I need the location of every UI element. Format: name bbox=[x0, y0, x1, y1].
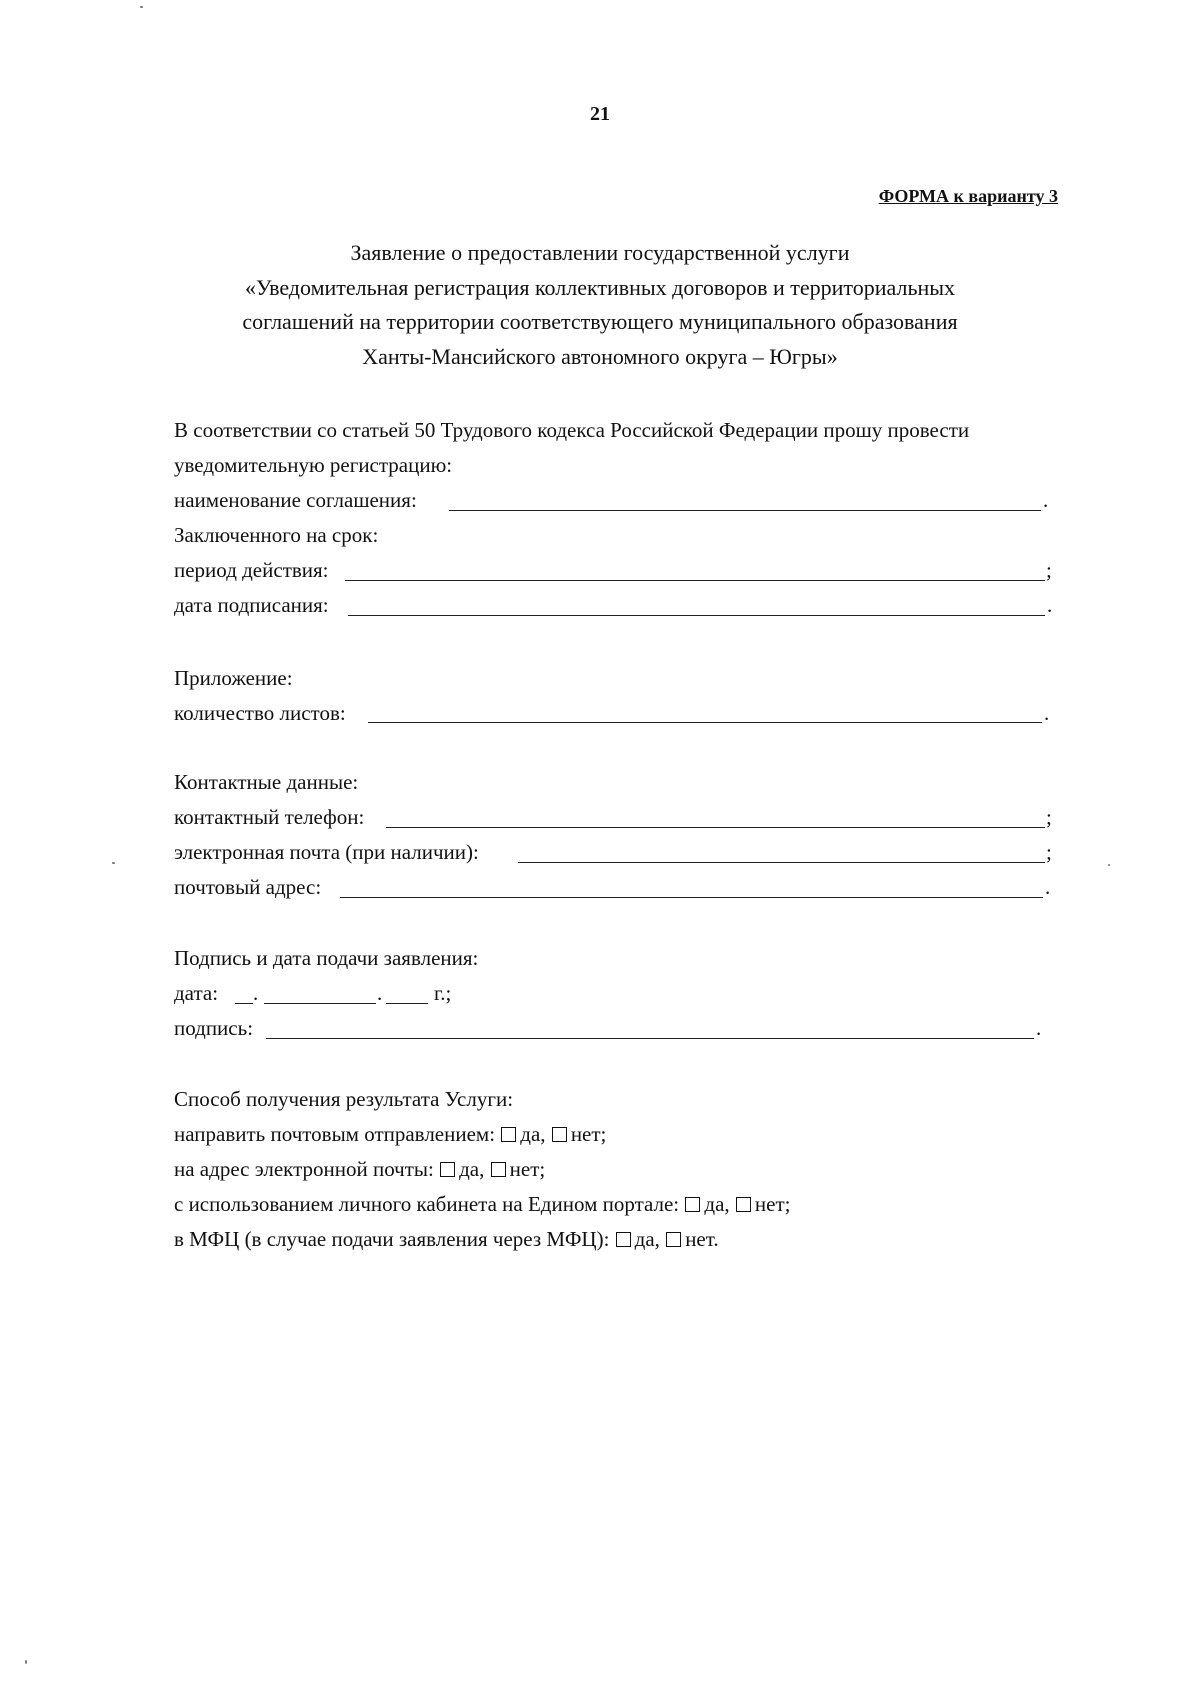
no-label: нет; bbox=[754, 1192, 791, 1216]
result-option-mfc bbox=[174, 1225, 719, 1253]
agreement-name-label: наименование соглашения: bbox=[174, 488, 417, 512]
scan-speck bbox=[112, 862, 115, 864]
attachment-heading: Приложение: bbox=[174, 666, 293, 690]
period-label: период действия: bbox=[174, 558, 329, 582]
phone-field[interactable] bbox=[386, 827, 1045, 828]
punctuation-dot: . bbox=[1044, 701, 1050, 725]
punctuation-semicolon: ; bbox=[1046, 558, 1052, 582]
yes-label: да, bbox=[704, 1192, 730, 1216]
sheets-count-field[interactable] bbox=[368, 722, 1042, 723]
result-option-portal bbox=[174, 1190, 790, 1218]
agreement-name-field[interactable] bbox=[449, 510, 1041, 511]
no-label: нет. bbox=[685, 1227, 719, 1251]
no-label: нет; bbox=[509, 1157, 546, 1181]
no-checkbox[interactable] bbox=[666, 1232, 681, 1247]
scan-speck bbox=[25, 1660, 27, 1664]
contacts-heading: Контактные данные: bbox=[174, 770, 359, 794]
option-label: на адрес электронной почты: bbox=[174, 1157, 434, 1181]
yes-checkbox[interactable] bbox=[685, 1197, 700, 1212]
yes-checkbox[interactable] bbox=[501, 1127, 516, 1142]
option-label: направить почтовым отправлением: bbox=[174, 1122, 496, 1146]
title-line: Ханты-Мансийского автономного округа – Югры» bbox=[362, 343, 838, 369]
signing-date-field[interactable] bbox=[348, 615, 1045, 616]
scan-speck bbox=[1108, 864, 1110, 866]
result-option-email bbox=[174, 1155, 545, 1183]
punctuation-dot: . bbox=[1045, 875, 1051, 899]
punctuation-semicolon: ; bbox=[1046, 805, 1052, 829]
email-label: электронная почта (при наличии): bbox=[174, 840, 479, 864]
date-label: дата: bbox=[174, 981, 219, 1005]
postal-address-field[interactable] bbox=[340, 897, 1043, 898]
signature-field[interactable] bbox=[266, 1038, 1034, 1039]
punctuation-semicolon: ; bbox=[1046, 840, 1052, 864]
title-line: Заявление о предоставлении государственной услуги bbox=[350, 240, 850, 265]
title-line: «Уведомительная регистрация коллективных договоров и территориальных bbox=[244, 274, 956, 300]
year-field[interactable] bbox=[386, 1003, 428, 1004]
signing-date-label: дата подписания: bbox=[174, 593, 329, 617]
yes-checkbox[interactable] bbox=[440, 1162, 455, 1177]
postal-address-label: почтовый адрес: bbox=[174, 875, 322, 899]
yes-label: да, bbox=[634, 1227, 660, 1251]
signature-heading: Подпись и дата подачи заявления: bbox=[174, 946, 479, 970]
punctuation-dot: . bbox=[1043, 488, 1049, 512]
yes-label: да, bbox=[459, 1157, 485, 1181]
phone-label: контактный телефон: bbox=[174, 805, 365, 829]
month-field[interactable] bbox=[264, 1003, 376, 1004]
punctuation-dot: . bbox=[1047, 593, 1053, 617]
yes-checkbox[interactable] bbox=[616, 1232, 631, 1247]
punctuation-dot: . bbox=[253, 981, 259, 1005]
request-text-line: В соответствии со статьей 50 Трудового кодекса Российской Федерации прошу провести bbox=[174, 418, 970, 442]
email-field[interactable] bbox=[518, 862, 1045, 863]
request-text-line: уведомительную регистрацию: bbox=[174, 453, 453, 477]
sheets-count-label: количество листов: bbox=[174, 701, 346, 725]
page-number: 21 bbox=[590, 103, 610, 125]
punctuation-dot: . bbox=[1036, 1016, 1042, 1040]
result-method-heading: Способ получения результата Услуги: bbox=[174, 1087, 514, 1111]
no-label: нет; bbox=[570, 1122, 607, 1146]
period-field[interactable] bbox=[345, 580, 1045, 581]
option-label: с использованием личного кабинета на Едином портале: bbox=[174, 1192, 680, 1216]
signature-label: подпись: bbox=[174, 1016, 254, 1040]
punctuation-dot: . bbox=[377, 981, 383, 1005]
no-checkbox[interactable] bbox=[491, 1162, 506, 1177]
no-checkbox[interactable] bbox=[736, 1197, 751, 1212]
year-suffix: г.; bbox=[434, 981, 452, 1005]
concluded-term-label: Заключенного на срок: bbox=[174, 523, 379, 547]
option-label: в МФЦ (в случае подачи заявления через МФЦ): bbox=[174, 1227, 610, 1251]
day-field[interactable] bbox=[235, 1003, 253, 1004]
yes-label: да, bbox=[520, 1122, 546, 1146]
form-reference: ФОРМА к варианту 3 bbox=[878, 186, 1058, 206]
no-checkbox[interactable] bbox=[552, 1127, 567, 1142]
scan-speck bbox=[140, 6, 143, 8]
result-option-mail bbox=[174, 1120, 606, 1148]
title-line: соглашений на территории соответствующего муниципального образования bbox=[242, 309, 958, 334]
document-title bbox=[150, 236, 1050, 374]
